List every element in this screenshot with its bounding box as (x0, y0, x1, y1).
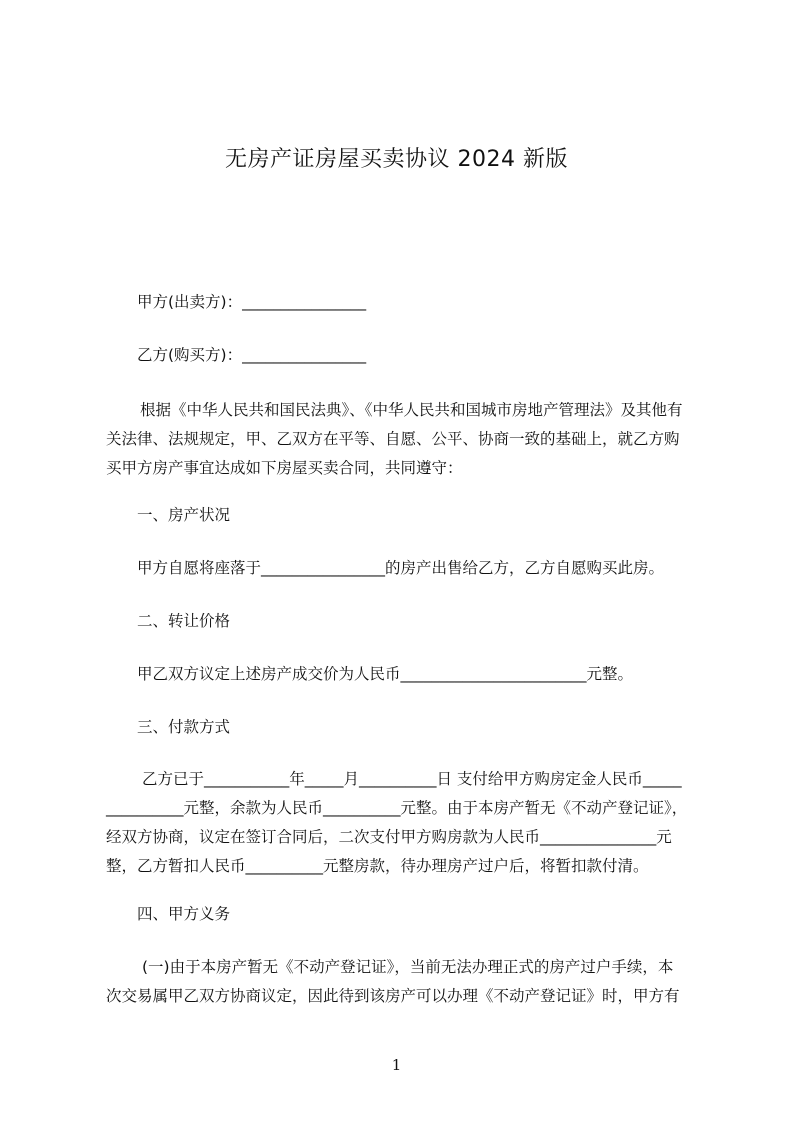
intro-line: 买甲方房产事宜达成如下房屋买卖合同，共同遵守： (106, 459, 463, 477)
section-3-line: 整，乙方暂扣人民币__________元整房款，待办理房产过户后，将暂扣款付清。 (106, 857, 649, 875)
intro-paragraph (106, 396, 698, 483)
section-1-text: 甲方自愿将座落于________________的房产出售给乙方，乙方自愿购买此房。 (137, 559, 665, 577)
page-number: 1 (391, 1056, 402, 1074)
party-b-line: 乙方(购买方)：________________ (137, 346, 367, 364)
section-3-heading: 三、付款方式 (137, 718, 231, 736)
intro-line: 关法律、法规规定，甲、乙双方在平等、自愿、公平、协商一致的基础上，就乙方购 (106, 430, 680, 448)
section-4-paragraph (106, 953, 698, 1011)
section-4-heading: 四、甲方义务 (137, 905, 231, 923)
section-2-heading: 二、转让价格 (137, 612, 231, 630)
intro-line: 根据《中华人民共和国民法典》、《中华人民共和国城市房地产管理法》及其他有 (140, 401, 683, 419)
document-title: 无房产证房屋买卖协议 2024 新版 (225, 147, 568, 172)
section-3-paragraph (106, 765, 698, 881)
section-3-line: 经双方协商，议定在签订合同后，二次支付甲方购房款为人民币_______________元 (106, 828, 672, 846)
party-a-line: 甲方(出卖方)：________________ (137, 293, 367, 311)
section-4-line: (一)由于本房产暂无《不动产登记证》，当前无法办理正式的房产过户手续，本 (142, 958, 674, 976)
section-1-heading: 一、房产状况 (137, 506, 231, 524)
section-4-line: 次交易属甲乙双方协商议定，因此待到该房产可以办理《不动产登记证》时，甲方有 (106, 987, 680, 1005)
section-2-text: 甲乙双方议定上述房产成交价为人民币________________________元整。 (137, 665, 634, 683)
section-3-line: 乙方已于___________年_____月__________日 支付给甲方购房定金人民币_____ (142, 770, 682, 788)
section-3-line: __________元整，余款为人民币__________元整。由于本房产暂无《不动产登记证》， (106, 799, 688, 817)
